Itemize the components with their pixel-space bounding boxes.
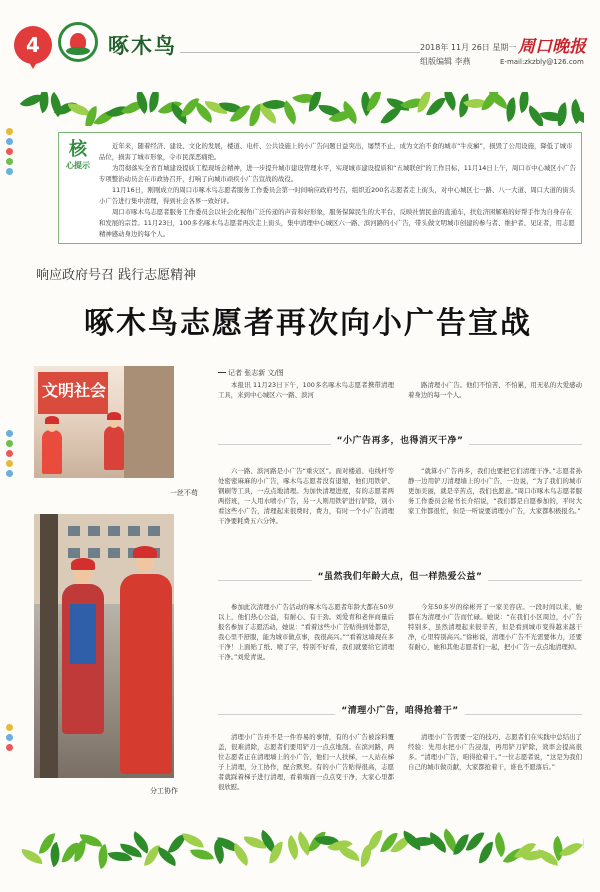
photo-caption-2: 分工协作 [150, 787, 178, 795]
section-name: 啄木鸟 [108, 33, 177, 58]
layout-editor: 组版编辑 李燕 [420, 57, 471, 66]
leaf-decoration-icon [337, 846, 360, 861]
issue-date: 2018年 11月 26日 星期一 [420, 43, 517, 52]
woodpecker-logo-icon [58, 22, 98, 62]
leaf-decoration-icon [578, 829, 584, 854]
section-1-col2: “就算小广告再多，我们也要把它们清理干净。”志愿者孙静一边用铲刀清理墙上的小广告，一边说，“为了我们的城市更加美丽，就是辛苦点，我们也愿意。”周口市啄木鸟志愿者服务工作委员会秘书长介绍说，“我们都是自愿参加的，平时大家工作都很忙，但是一听说要清理小广告，大家都积极报名。” [408, 467, 582, 515]
section-1-subhead: “小广告再多，也得消灭干净” [218, 433, 582, 446]
article-kicker: 响应政府号召 践行志愿精神 [36, 268, 197, 283]
bottom-leaf-banner [18, 810, 584, 870]
page-number-badge: 4 [14, 26, 52, 64]
section-2-col1: 参加此次清理小广告活动的啄木鸟志愿者年龄大都在50岁以上，他们热心公益，有耐心、有干劲。刘爱青和老伴商量后报名参加了志愿活动，她说：“看着这些小广告贴得到处都是，我心里不舒服，能为城市做点事，我很高兴。”“看着这墙现在多干净！上面贴了纸、喷了字，特别不好看，我们就要给它清理干净。”刘爱青说。 [218, 603, 394, 661]
leaf-decoration-icon [479, 841, 493, 864]
leaf-decoration-icon [367, 92, 382, 112]
margin-dots-top [6, 128, 16, 178]
section-2-subhead: “虽然我们年龄大点，但一样热爱公益” [218, 569, 582, 582]
section-3-col2: 清理小广告需要一定的技巧，志愿者们在实践中总结出了经验：先用水把小广告浸湿，再用铲刀铲除，效率会提高很多。“清理小广告，咱得抢着干。”一位志愿者说，“这是为我们自己的城市做贡献，大家都抢着干，谁也不愿落后。” [408, 733, 582, 771]
section-3-col1: 清理小广告并不是一件容易的事情，有的小广告被涂料覆盖，很难清除，志愿者们要用铲刀一点点地刮。在滨河路，两位志愿者正在清理墙上的小广告，他们一人扶梯，一人站在梯子上清理，分工协作，配合默契。有的小广告贴得很高，志愿者就踩着梯子进行清理，看着墙面一点点变干净，大家心里都很欣慰。 [218, 733, 394, 791]
section-1-col1: 六一路、滨河路是小广告“重灾区”。面对楼道、电线杆等处密密麻麻的小广告，啄木鸟志愿者没有退缩，他们用铁铲、钢刷等工具，一点点地清理。为加快清理进度，有的志愿者两两搭班，一人用水喷小广告，另一人则用铁铲进行铲除，别小看这些小广告，清理起来很费时，费力，有时一个小广告清理干净要耗费五六分钟。 [218, 467, 394, 525]
article-byline: 记者 张志新 文/图 [228, 369, 284, 377]
leaf-decoration-icon [182, 833, 205, 848]
margin-dots-bottom [6, 724, 16, 754]
core-tips-label: 核 心提示 [66, 139, 90, 170]
newspaper-brand: 周口晚报 [518, 37, 586, 57]
photo-volunteers-teamwork [34, 514, 174, 778]
poster-text: 文明社会 [42, 381, 107, 400]
core-tips-box [58, 132, 582, 244]
byline-marker [218, 372, 226, 373]
photo-caption-1: 一丝不苟 [170, 489, 198, 497]
contact-email: E-mail:zkzbly@126.com [500, 58, 584, 66]
lead-paragraph-col2: 路清理小广告。他们不怕苦、不怕累，用无私的大爱感动着身边的每一个人。 [408, 381, 582, 399]
margin-dots-middle [6, 430, 16, 480]
core-tips-text: 近年来，随着经济、建设、文化的发展，楼道、电杆、公共设施上的小广告问题日益突出，屡禁不止，成为文治不食的城市“牛皮癣”，损毁了公用设施，降低了城市品位，损害了城市形象，令市民深恶痛绝。 为贯彻落实全省百城建设提质工程现场会精神，进一步提升城市建设管理水平，实现城市建设提质和“五城联创”的工作目标，11月14日上午，周口市中心城区小广告专项整治动员会在市政协召开，打响了向城市顽疾小广告宣战的战役。 11月16日，刚刚成立的周口市啄木鸟志愿者服务工作委员会第一时间响应政府号召，组织近200名志愿者走上街头，对中心城区七一路、八一大道、周口大道的街头小广告进行集中清理，得到社会各界一致好评。 周口市啄木鸟志愿者服务工作委员会以社会化视角广泛传递的声音和好形象，服务保障民生的大平台，反映社情民意的直通车，扶危济困解难的好帮手作为自身存在和发展的宗旨。11月23日，100多名啄木鸟志愿者再次走上街头，集中清理中心城区六一路、滨河路的小广告，带头做文明城市创建的参与者、维护者、见证者，用志愿精神感动身边的每个人。 [99, 142, 576, 238]
lead-paragraph-col1: 本报讯 11月23日下午，100多名啄木鸟志愿者携带清理工具，来到中心城区六一路、滨河 [218, 381, 394, 399]
section-2-col2: 今年50多岁的徐彬开了一家美容店。一段时间以来，她都在为清理小广告而忙碌。她说：“在我们小区周边，小广告特别多，虽然清理起来很辛苦，但是看到城市变得越来越干净，心里特别高兴。”徐彬说，清理小广告不光需要体力，还要有耐心，她和其他志愿者们一起，把小广告一点点地清理掉。 [408, 603, 582, 651]
leaf-decoration-icon [190, 846, 214, 863]
top-leaf-banner [18, 92, 584, 126]
leaf-decoration-icon [559, 837, 583, 862]
article-headline: 啄木鸟志愿者再次向小广告宣战 [84, 306, 532, 341]
photo-volunteers-cleaning-wall [34, 366, 174, 478]
section-3-subhead: “清理小广告，咱得抢着干” [218, 703, 582, 716]
header-divider [180, 52, 420, 53]
page-header [0, 0, 600, 78]
